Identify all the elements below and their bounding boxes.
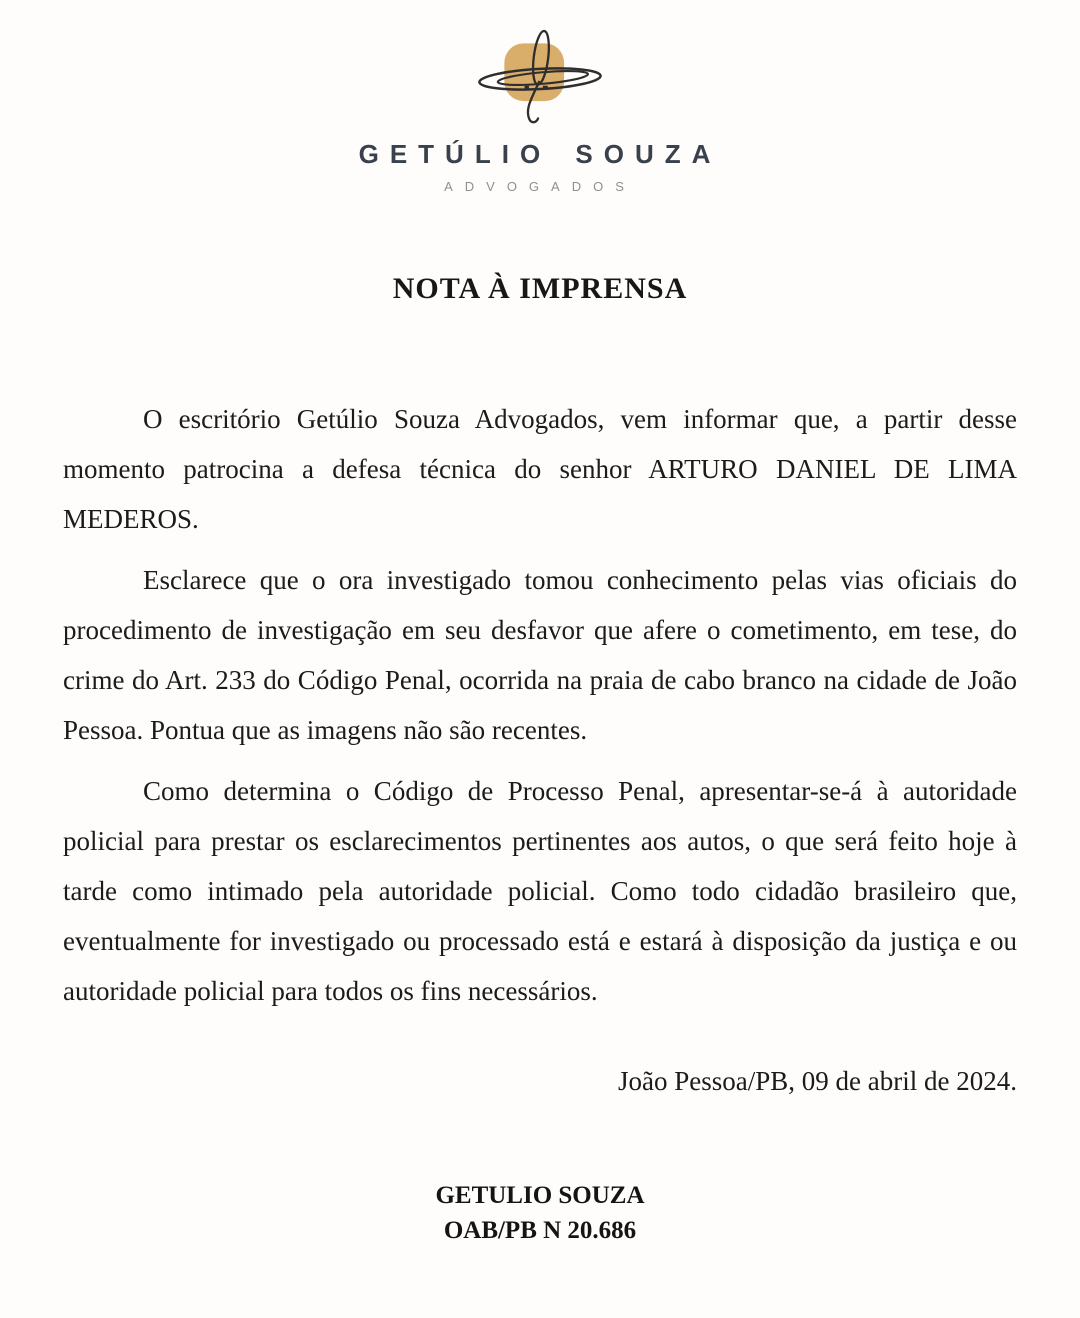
law-firm-header [63, 26, 1017, 194]
logo-dot-right [543, 86, 548, 89]
signature-name: GETULIO SOUZA [435, 1182, 645, 1209]
paragraph-2: Esclarece que o ora investigado tomou conhecimento pelas vias oficiais do procedimento de investigação em seu desfavor que afere o cometimento, em tese, do crime do Art. 233 do Código Penal, ocorrida na praia de cabo branco na cidade de João Pessoa. Pontua que as imagens não são recentes. [63, 565, 1017, 745]
abstract-signature-mark-icon [420, 26, 660, 130]
paragraph-3: Como determina o Código de Processo Penal, apresentar-se-á à autoridade policial para prestar os esclarecimentos pertinentes aos autos, o que será feito hoje à tarde como intimado pela autoridade policial. Como todo cidadão brasileiro que, eventualmente for investigado ou processado está e estará à disposição da justiça e ou autoridade policial para todos os fins necessários. [63, 776, 1017, 1006]
document-body [63, 394, 1017, 1016]
law-firm-subtitle: ADVOGADOS [444, 179, 636, 194]
logo-dot-left [525, 86, 529, 89]
law-firm-name: GETÚLIO SOUZA [358, 139, 722, 169]
document-title: NOTA À IMPRENSA [392, 272, 688, 305]
signature-registration: OAB/PB N 20.686 [443, 1217, 637, 1244]
signature-block [63, 1178, 1017, 1248]
paragraph-1: O escritório Getúlio Souza Advogados, vem informar que, a partir desse momento patrocina a defesa técnica do senhor ARTURO DANIEL DE LIMA MEDEROS. [63, 404, 1017, 534]
dateline: João Pessoa/PB, 09 de abril de 2024. [618, 1066, 1017, 1096]
